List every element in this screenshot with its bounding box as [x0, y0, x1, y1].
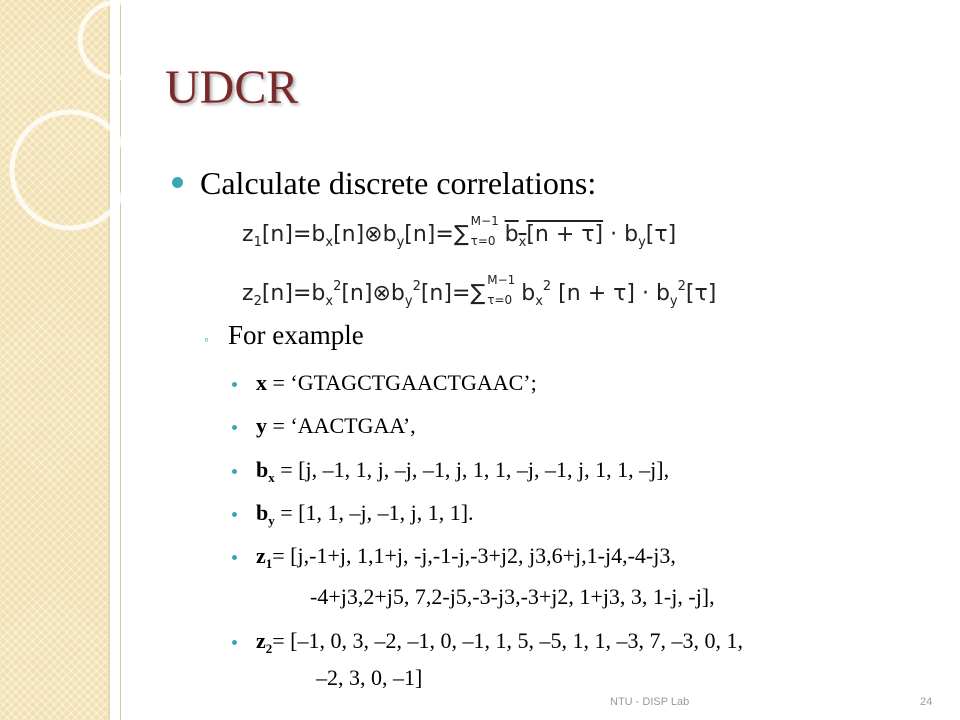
item-bx: $b_x = [j$, –1, 1, j, –j, –1, j, 1, 1, –j, –1, j, 1, 1, –j],	[256, 457, 670, 485]
page-number: 24	[920, 696, 933, 708]
item-z2: $z_2= [-1$, 0, 3, –2, –1, 0, –1, 1, 5, –5, 1, 1, –3, 7, –3, 0, 1,	[256, 628, 743, 656]
item-dot	[232, 469, 237, 474]
item-dot	[232, 555, 237, 560]
sub-bullet-text: For example	[228, 320, 364, 350]
footer-lab: NTU - DISP Lab	[610, 696, 690, 708]
item-dot	[232, 382, 237, 387]
item-dot	[232, 640, 237, 645]
bullet-dot	[172, 177, 183, 188]
sub-bullet-ring-icon: ◦	[204, 333, 209, 348]
formula-z2: $z_2[n]=b_x^2[n]\otimes b_y^2[n]=\sum$ M−1 τ=0 $b_x^2$ $[n + \tau] \cdot b_y^2[\tau]$	[242, 273, 717, 309]
item-y: y = ‘AACTGAA’,	[256, 413, 416, 438]
item-z1-continuation: -4+j3,2+j5, 7,2-j5,-3-j3,-3+j2, 1+j3, 3, 1-j, -j],	[310, 584, 715, 609]
item-dot	[232, 512, 237, 517]
decorative-circles	[0, 0, 140, 260]
slide-title: UDCR	[165, 61, 299, 114]
bullet-text: Calculate discrete correlations:	[200, 165, 597, 201]
item-by: $b_y = [1$, 1, –j, –1, j, 1, 1].	[256, 500, 474, 528]
item-z2-continuation: –2, 3, 0, –1]	[316, 665, 423, 690]
item-dot	[232, 425, 237, 430]
formula-z1: $z_1[n]=b_x[n]\otimes b_y[n]=\sum$ M−1 τ=0 $b_x[n + \tau] \cdot b_y[\tau]$	[242, 214, 677, 250]
item-x: x = ‘GTAGCTGAACTGAAC’;	[256, 370, 537, 395]
item-z1: $z_1= [j,-1+j$, 1,1+j, -j,-1-j,-3+j2, j3,6+j,1-j4,-4-j3,	[256, 543, 676, 571]
